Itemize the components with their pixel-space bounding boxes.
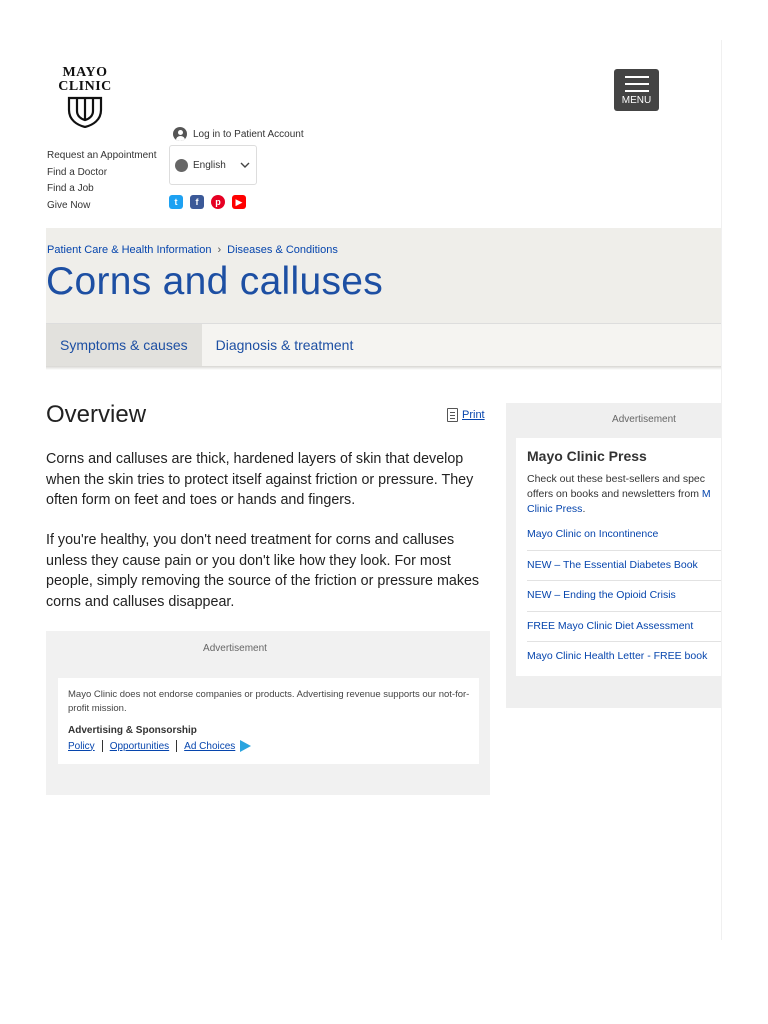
- overview-paragraph: Corns and calluses are thick, hardened layers of skin that develop when the skin tries to protect itself against friction or pressure. They often form on feet and toes or hands and fingers.: [46, 451, 474, 508]
- tab-symptoms-causes[interactable]: Symptoms & causes: [46, 324, 202, 366]
- press-link-health-letter[interactable]: Mayo Clinic Health Letter - FREE book: [527, 650, 708, 662]
- user-account-icon: [173, 127, 187, 141]
- language-selector[interactable]: [169, 145, 257, 185]
- page-right-edge: [721, 40, 722, 940]
- login-link[interactable]: [173, 127, 304, 141]
- press-desc-link[interactable]: M: [701, 488, 711, 500]
- chevron-down-icon: [240, 162, 250, 168]
- ad-choices-icon[interactable]: [240, 740, 251, 752]
- chevron-right-icon: ›: [217, 244, 222, 256]
- logo-line-1: MAYO: [62, 65, 108, 80]
- press-link-opioid-crisis[interactable]: NEW – Ending the Opioid Crisis: [527, 581, 722, 612]
- youtube-icon[interactable]: ▶: [232, 195, 246, 209]
- page-title: Corns and calluses: [46, 260, 384, 303]
- mayo-press-title: Mayo Clinic Press: [527, 448, 647, 464]
- give-now-link[interactable]: Give Now: [47, 199, 91, 211]
- opportunities-link[interactable]: Opportunities: [109, 740, 170, 752]
- press-link-diabetes-book[interactable]: NEW – The Essential Diabetes Book: [527, 551, 722, 582]
- logo-line-2: CLINIC: [58, 79, 112, 94]
- social-links: [169, 195, 246, 209]
- pinterest-icon[interactable]: p: [211, 195, 225, 209]
- login-label: Log in to Patient Account: [193, 128, 304, 140]
- press-desc-link[interactable]: Clinic Press: [527, 503, 583, 515]
- find-doctor-link[interactable]: Find a Doctor: [47, 166, 108, 178]
- policy-link[interactable]: Policy: [68, 740, 95, 752]
- advertising-heading: Advertising & Sponsorship: [68, 725, 197, 736]
- shield-logo-icon: [65, 96, 105, 128]
- press-desc-line: Clinic Press.: [527, 503, 586, 515]
- ad-disclaimer: Mayo Clinic does not endorse companies or products. Advertising revenue supports our not-for-profit mission.: [68, 689, 470, 714]
- mayo-clinic-logo[interactable]: [56, 66, 114, 128]
- facebook-icon[interactable]: f: [190, 195, 204, 209]
- sidebar-ad-label: Advertisement: [612, 414, 676, 425]
- tab-diagnosis-treatment[interactable]: Diagnosis & treatment: [215, 337, 354, 353]
- menu-label: MENU: [621, 95, 652, 106]
- find-job-link[interactable]: Find a Job: [47, 183, 94, 194]
- globe-icon: [175, 159, 188, 172]
- breadcrumb: [47, 244, 338, 256]
- quick-links: [47, 148, 157, 214]
- ad-choices-link[interactable]: Ad Choices: [184, 740, 236, 752]
- press-desc-line: Check out these best-sellers and spec: [527, 473, 706, 485]
- press-desc-line: offers on books and newsletters from M: [527, 488, 711, 500]
- hamburger-icon: [625, 76, 649, 92]
- link-divider: [102, 740, 103, 752]
- print-icon: [447, 408, 458, 422]
- mayo-press-description: [527, 472, 722, 517]
- tab-divider: [46, 366, 722, 370]
- overview-paragraph: If you're healthy, you don't need treatment for corns and calluses unless they cause pain or you don't like how they look. For most people, simply removing the source of the friction or pressure makes corns and calluses disappear.: [46, 532, 480, 610]
- press-link-diet-assessment[interactable]: FREE Mayo Clinic Diet Assessment: [527, 612, 722, 643]
- menu-button[interactable]: [614, 69, 659, 111]
- language-label: English: [193, 159, 226, 171]
- press-link-incontinence[interactable]: Mayo Clinic on Incontinence: [527, 520, 722, 551]
- content-tabs: [46, 323, 722, 367]
- press-link-list: [527, 520, 722, 672]
- section-heading: Overview: [46, 401, 147, 428]
- link-divider: [176, 740, 177, 752]
- request-appointment-link[interactable]: Request an Appointment: [47, 150, 157, 161]
- twitter-icon[interactable]: t: [169, 195, 183, 209]
- print-label: Print: [462, 409, 485, 421]
- print-link[interactable]: [447, 408, 485, 422]
- advertising-links: [68, 740, 251, 752]
- breadcrumb-patient-care[interactable]: Patient Care & Health Information: [47, 244, 212, 256]
- ad-label: Advertisement: [203, 643, 267, 654]
- breadcrumb-diseases-conditions[interactable]: Diseases & Conditions: [227, 244, 338, 256]
